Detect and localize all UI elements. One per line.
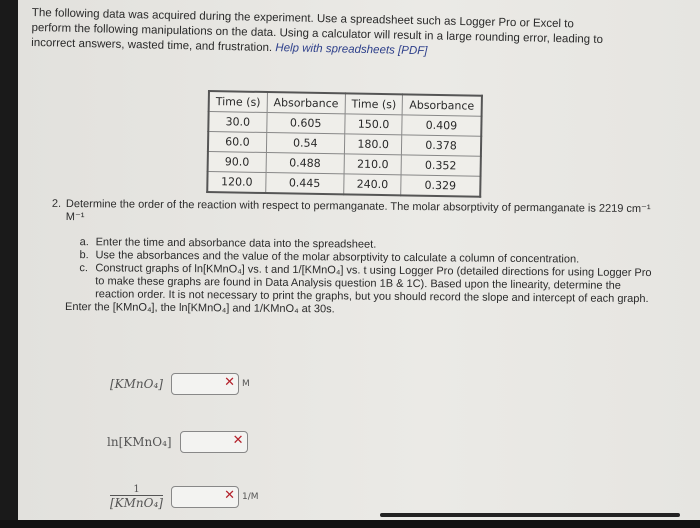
header-time-2: Time (s) (345, 93, 403, 115)
header-time-1: Time (s) (209, 91, 268, 113)
unit-label: M (242, 379, 250, 389)
cell: 240.0 (343, 174, 401, 196)
incorrect-x-icon: ✕ (224, 488, 235, 503)
cell: 60.0 (208, 132, 267, 153)
cell: 150.0 (345, 114, 403, 135)
answer-ln-kmno4 (107, 431, 248, 453)
cell: 0.488 (266, 153, 344, 174)
screen-bezel (0, 520, 700, 528)
answer-kmno4 (110, 373, 250, 395)
enter-instruction: Enter the [KMnO₄], the ln[KMnO₄] and 1/KMnO₄ at 30s. (64, 300, 335, 316)
unit-label: 1/M (242, 492, 259, 502)
item-letter: b. (79, 249, 89, 262)
cell: 30.0 (208, 112, 267, 133)
question-text: Determine the order of the reaction with respect to permanganate. The molar absorptivity of permanganate is 2219 cm⁻¹ M⁻¹ (65, 198, 651, 224)
cell: 90.0 (208, 152, 267, 173)
kmno4-input[interactable] (171, 373, 239, 395)
header-absorbance-1: Absorbance (267, 92, 345, 114)
scrollbar[interactable] (380, 513, 680, 517)
data-table (206, 90, 482, 198)
answer-inverse-kmno4 (110, 484, 259, 510)
ln-kmno4-input[interactable] (180, 431, 248, 453)
answer-label: ln[KMnO₄] (107, 435, 172, 449)
question-2 (51, 197, 656, 319)
table-row (207, 172, 480, 197)
denominator: [KMnO₄] (110, 496, 163, 510)
item-text: Construct graphs of ln[KMnO₄] vs. t and 1/[KMnO₄] vs. t using Logger Pro (detailed directions for using Logger Pro to make these graphs are found in Data Analysis question 1B & 1C). Based upon the linearity, determine the reaction order. It is not necessary to print the graphs, but you should record the slope and intercept of each graph. (95, 262, 652, 306)
answer-label: [KMnO₄] (110, 377, 163, 391)
cell: 0.352 (402, 155, 481, 176)
cell: 0.409 (402, 115, 481, 136)
incorrect-x-icon: ✕ (232, 433, 244, 448)
cell: 0.378 (402, 135, 481, 156)
item-letter: a. (79, 236, 89, 249)
numerator: 1 (110, 484, 163, 496)
screen-edge (0, 0, 18, 528)
cell: 0.605 (267, 113, 345, 134)
cell: 120.0 (207, 172, 266, 194)
header-absorbance-2: Absorbance (403, 94, 482, 116)
item-text: Enter the time and absorbance data into the spreadsheet. (95, 236, 377, 251)
help-spreadsheets-link[interactable]: Help with spreadsheets [PDF] (275, 42, 428, 58)
cell: 0.329 (401, 175, 480, 197)
cell: 0.445 (265, 173, 343, 195)
inverse-kmno4-input[interactable] (171, 486, 239, 508)
item-letter: c. (79, 262, 89, 275)
list-item (79, 262, 655, 306)
intro-text: The following data was acquired during the experiment. Use a spreadsheet such as Logger Pro or Excel to perform the following manipulations on the data. Using a calculator will result in a large rounding error, leading to incorrect answers, wasted time, and frustration. (31, 6, 604, 55)
cell: 0.54 (266, 133, 344, 154)
cell: 180.0 (344, 134, 402, 155)
cell: 210.0 (344, 154, 402, 175)
item-text: Use the absorbances and the value of the molar absorptivity to calculate a column of concentration. (95, 249, 580, 266)
fraction-label (110, 484, 163, 510)
question-number: 2. (51, 197, 62, 210)
incorrect-x-icon: ✕ (224, 375, 235, 390)
